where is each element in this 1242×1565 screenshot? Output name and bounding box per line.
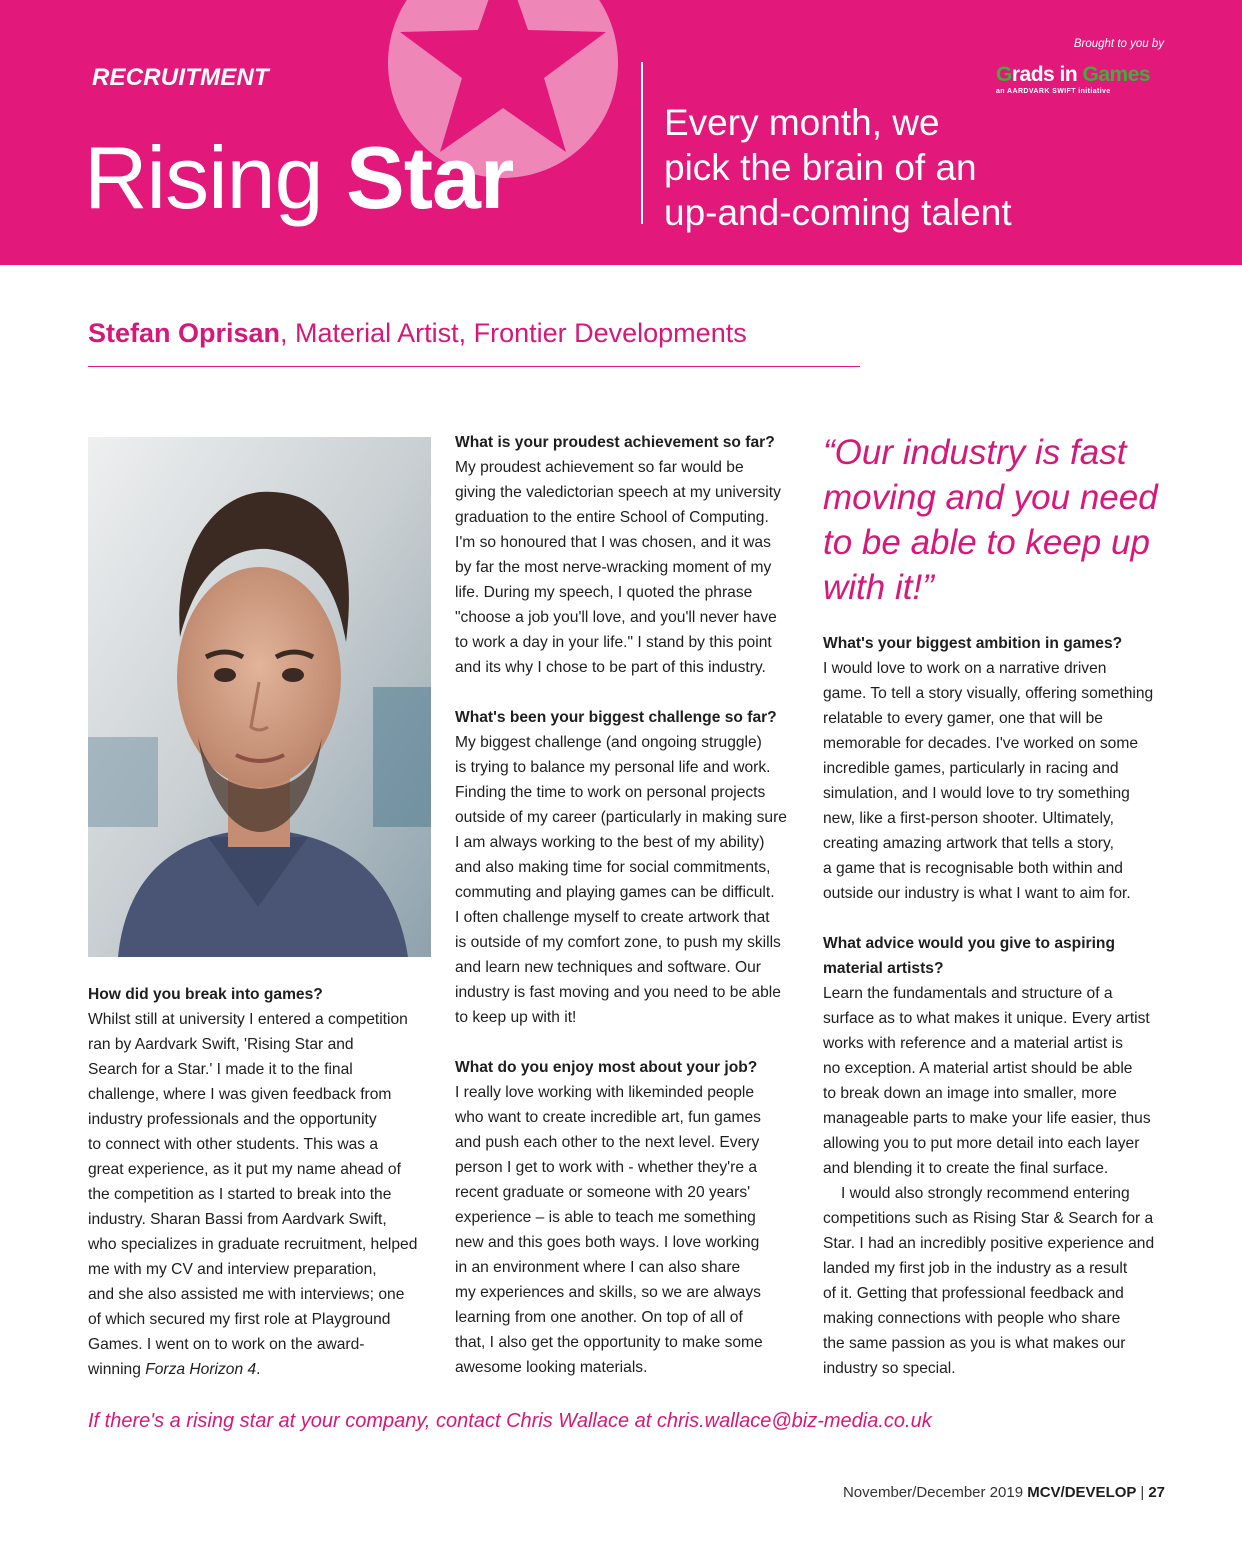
answer-line: of which secured my first role at Playground — [88, 1311, 391, 1328]
answer-line: that, I also get the opportunity to make some — [455, 1334, 763, 1351]
answer-line: is trying to balance my personal life and work. — [455, 759, 771, 776]
answer-line: landed my first job in the industry as a result — [823, 1260, 1128, 1277]
answer-line: I am always working to the best of my ability) — [455, 834, 765, 851]
answer-line: new, like a first-person shooter. Ultimately, — [823, 810, 1114, 827]
answer-line: incredible games, particularly in racing and — [823, 760, 1119, 777]
answer-line: I would love to work on a narrative driven — [823, 660, 1107, 677]
portrait-illustration — [88, 437, 431, 957]
answer-line: Finding the time to work on personal projects — [455, 784, 766, 801]
answer-line: and push each other to the next level. Every — [455, 1134, 760, 1151]
tagline-line: up-and-coming talent — [664, 192, 1012, 233]
answer-line: graduation to the entire School of Computing. — [455, 509, 769, 526]
answer-line: who want to create incredible art, fun games — [455, 1109, 761, 1126]
answer-line: making connections with people who share — [823, 1310, 1121, 1327]
answer-line: Games. I went on to work on the award- — [88, 1336, 365, 1353]
answer-line: is outside of my comfort zone, to push my skills — [455, 934, 781, 951]
answer-line: and blending it to create the final surface. — [823, 1160, 1109, 1177]
answer-line: simulation, and I would love to try something — [823, 785, 1130, 802]
answer-line: and also making time for social commitments, — [455, 859, 771, 876]
answer-line: of it. Getting that professional feedback and — [823, 1285, 1124, 1302]
answer-line: outside of my career (particularly in making sure — [455, 809, 787, 826]
answer-line: a game that is recognisable both within and — [823, 860, 1123, 877]
answer-line: game. To tell a story visually, offering something — [823, 685, 1154, 702]
answer-line: in an environment where I can also share — [455, 1259, 741, 1276]
answer-line: to work a day in your life." I stand by this point — [455, 634, 772, 651]
header-divider — [641, 62, 643, 224]
tagline-line: pick the brain of an — [664, 147, 977, 188]
tagline-line: Every month, we — [664, 102, 940, 143]
answer-line: memorable for decades. I've worked on some — [823, 735, 1139, 752]
answer-line: the competition as I started to break into the — [88, 1186, 392, 1203]
answer-line: no exception. A material artist should be able — [823, 1060, 1133, 1077]
tagline — [664, 100, 1084, 235]
person-name: Stefan Oprisan — [88, 318, 281, 348]
column-2 — [455, 430, 805, 1405]
question-heading: What's your biggest ambition in games? — [823, 635, 1123, 652]
question-heading: What is your proudest achievement so far? — [455, 434, 775, 451]
sponsor-label: Brought to you by — [1073, 38, 1164, 50]
answer-line: by far the most nerve-wracking moment of my — [455, 559, 772, 576]
page-title — [84, 128, 514, 227]
footer-separator: | — [1140, 1484, 1145, 1501]
answer-line: giving the valedictorian speech at my university — [455, 484, 781, 501]
issue-date: November/December 2019 — [842, 1484, 1028, 1501]
byline-rule — [88, 366, 860, 367]
logo-wordmark: Grads in Games — [996, 63, 1151, 86]
answer-line: manageable parts to make your life easier, thus — [823, 1110, 1151, 1127]
answer-line: surface as to what makes it unique. Every artist — [823, 1010, 1150, 1027]
answer-line: "choose a job you'll love, and you'll never have — [455, 609, 777, 626]
answer-line: industry. Sharan Bassi from Aardvark Swift, — [88, 1211, 387, 1228]
column-1 — [88, 982, 433, 1407]
pull-quote-line: to be able to keep up — [823, 523, 1150, 562]
pull-quote-line: “Our industry is fast — [823, 433, 1127, 472]
page-number: 27 — [1148, 1484, 1165, 1501]
qa-section — [88, 982, 433, 1382]
magazine-name: MCV/DEVELOP — [1027, 1484, 1137, 1501]
qa-section — [455, 1055, 805, 1380]
question-heading: What advice would you give to aspiring — [823, 935, 1115, 952]
answer-line: My proudest achievement so far would be — [455, 459, 744, 476]
title-light: Rising — [84, 128, 323, 227]
answer-line: person I get to work with - whether they're a — [455, 1159, 757, 1176]
answer-line: ran by Aardvark Swift, 'Rising Star and — [88, 1036, 354, 1053]
column-3 — [823, 631, 1173, 1381]
qa-section — [823, 631, 1173, 906]
answer-line: industry professionals and the opportunity — [88, 1111, 377, 1128]
grads-in-games-logo — [996, 64, 1166, 95]
pull-quote-line: with it!” — [823, 568, 934, 607]
byline — [88, 318, 747, 349]
answer-line: learning from one another. On top of all of — [455, 1309, 743, 1326]
answer-line: Search for a Star.' I made it to the final — [88, 1061, 353, 1078]
answer-line: challenge, where I was given feedback from — [88, 1086, 392, 1103]
answer-line: industry is fast moving and you need to be able — [455, 984, 781, 1001]
answer-line: the same passion as you is what makes our — [823, 1335, 1126, 1352]
contact-note: If there's a rising star at your company, contact Chris Wallace at chris.wallace@biz-media.co.uk — [88, 1410, 932, 1432]
logo-subtext: an AARDVARK SWIFT initiative — [996, 88, 1111, 95]
question-heading: What do you enjoy most about your job? — [455, 1059, 758, 1076]
answer-line: recent graduate or someone with 20 years' — [455, 1184, 751, 1201]
answer-line: life. During my speech, I quoted the phrase — [455, 584, 753, 601]
answer-line: My biggest challenge (and ongoing struggle) — [455, 734, 762, 751]
question-heading: What's been your biggest challenge so far? — [455, 709, 777, 726]
answer-line: and its why I chose to be part of this industry. — [455, 659, 766, 676]
qa-section — [455, 430, 805, 680]
question-heading: How did you break into games? — [88, 986, 323, 1003]
pull-quote — [823, 430, 1183, 610]
page-footer — [700, 1484, 1165, 1501]
answer-line: competitions such as Rising Star & Search for a — [823, 1210, 1154, 1227]
answer-line: relatable to every gamer, one that will be — [823, 710, 1103, 727]
pull-quote-line: moving and you need — [823, 478, 1158, 517]
question-heading: material artists? — [823, 960, 944, 977]
answer-line: creating amazing artwork that tells a story, — [823, 835, 1114, 852]
game-title: Forza Horizon 4 — [145, 1361, 257, 1378]
answer-line: my experiences and skills, so we are always — [455, 1284, 761, 1301]
header-banner — [0, 0, 1242, 265]
answer-line: I'm so honoured that I was chosen, and it was — [455, 534, 771, 551]
answer-line: I really love working with likeminded people — [455, 1084, 755, 1101]
answer-line: winning Forza Horizon 4. — [88, 1361, 261, 1378]
answer-line: allowing you to put more detail into each layer — [823, 1135, 1140, 1152]
answer-line: awesome looking materials. — [455, 1359, 648, 1376]
answer-line: industry so special. — [823, 1360, 956, 1377]
answer-line: and she also assisted me with interviews; one — [88, 1286, 405, 1303]
answer-line: outside our industry is what I want to aim for. — [823, 885, 1131, 902]
answer-line: Star. I had an incredibly positive experience and — [823, 1235, 1155, 1252]
qa-section — [823, 931, 1173, 1381]
answer-line: great experience, as it put my name ahead of — [88, 1161, 401, 1178]
answer-line: and learn new techniques and software. Our — [455, 959, 761, 976]
answer-line: experience – is able to teach me something — [455, 1209, 756, 1226]
answer-line: I often challenge myself to create artwork that — [455, 909, 770, 926]
answer-line: to keep up with it! — [455, 1009, 577, 1026]
answer-line: new and this goes both ways. I love working — [455, 1234, 760, 1251]
portrait-photo — [88, 437, 431, 957]
qa-section — [455, 705, 805, 1030]
answer-line: to break down an image into smaller, more — [823, 1085, 1117, 1102]
answer-line: commuting and playing games can be difficult. — [455, 884, 775, 901]
answer-line: works with reference and a material artist is — [823, 1035, 1123, 1052]
answer-line: I would also strongly recommend entering — [841, 1185, 1130, 1202]
answer-line: me with my CV and interview preparation, — [88, 1261, 377, 1278]
person-role: , Material Artist, Frontier Developments — [280, 318, 747, 348]
section-label: RECRUITMENT — [92, 64, 269, 91]
answer-line: Learn the fundamentals and structure of a — [823, 985, 1113, 1002]
title-bold: Star — [346, 128, 514, 227]
answer-line: who specializes in graduate recruitment, helped — [88, 1236, 418, 1253]
answer-line: Whilst still at university I entered a competition — [88, 1011, 408, 1028]
answer-line: to connect with other students. This was a — [88, 1136, 379, 1153]
